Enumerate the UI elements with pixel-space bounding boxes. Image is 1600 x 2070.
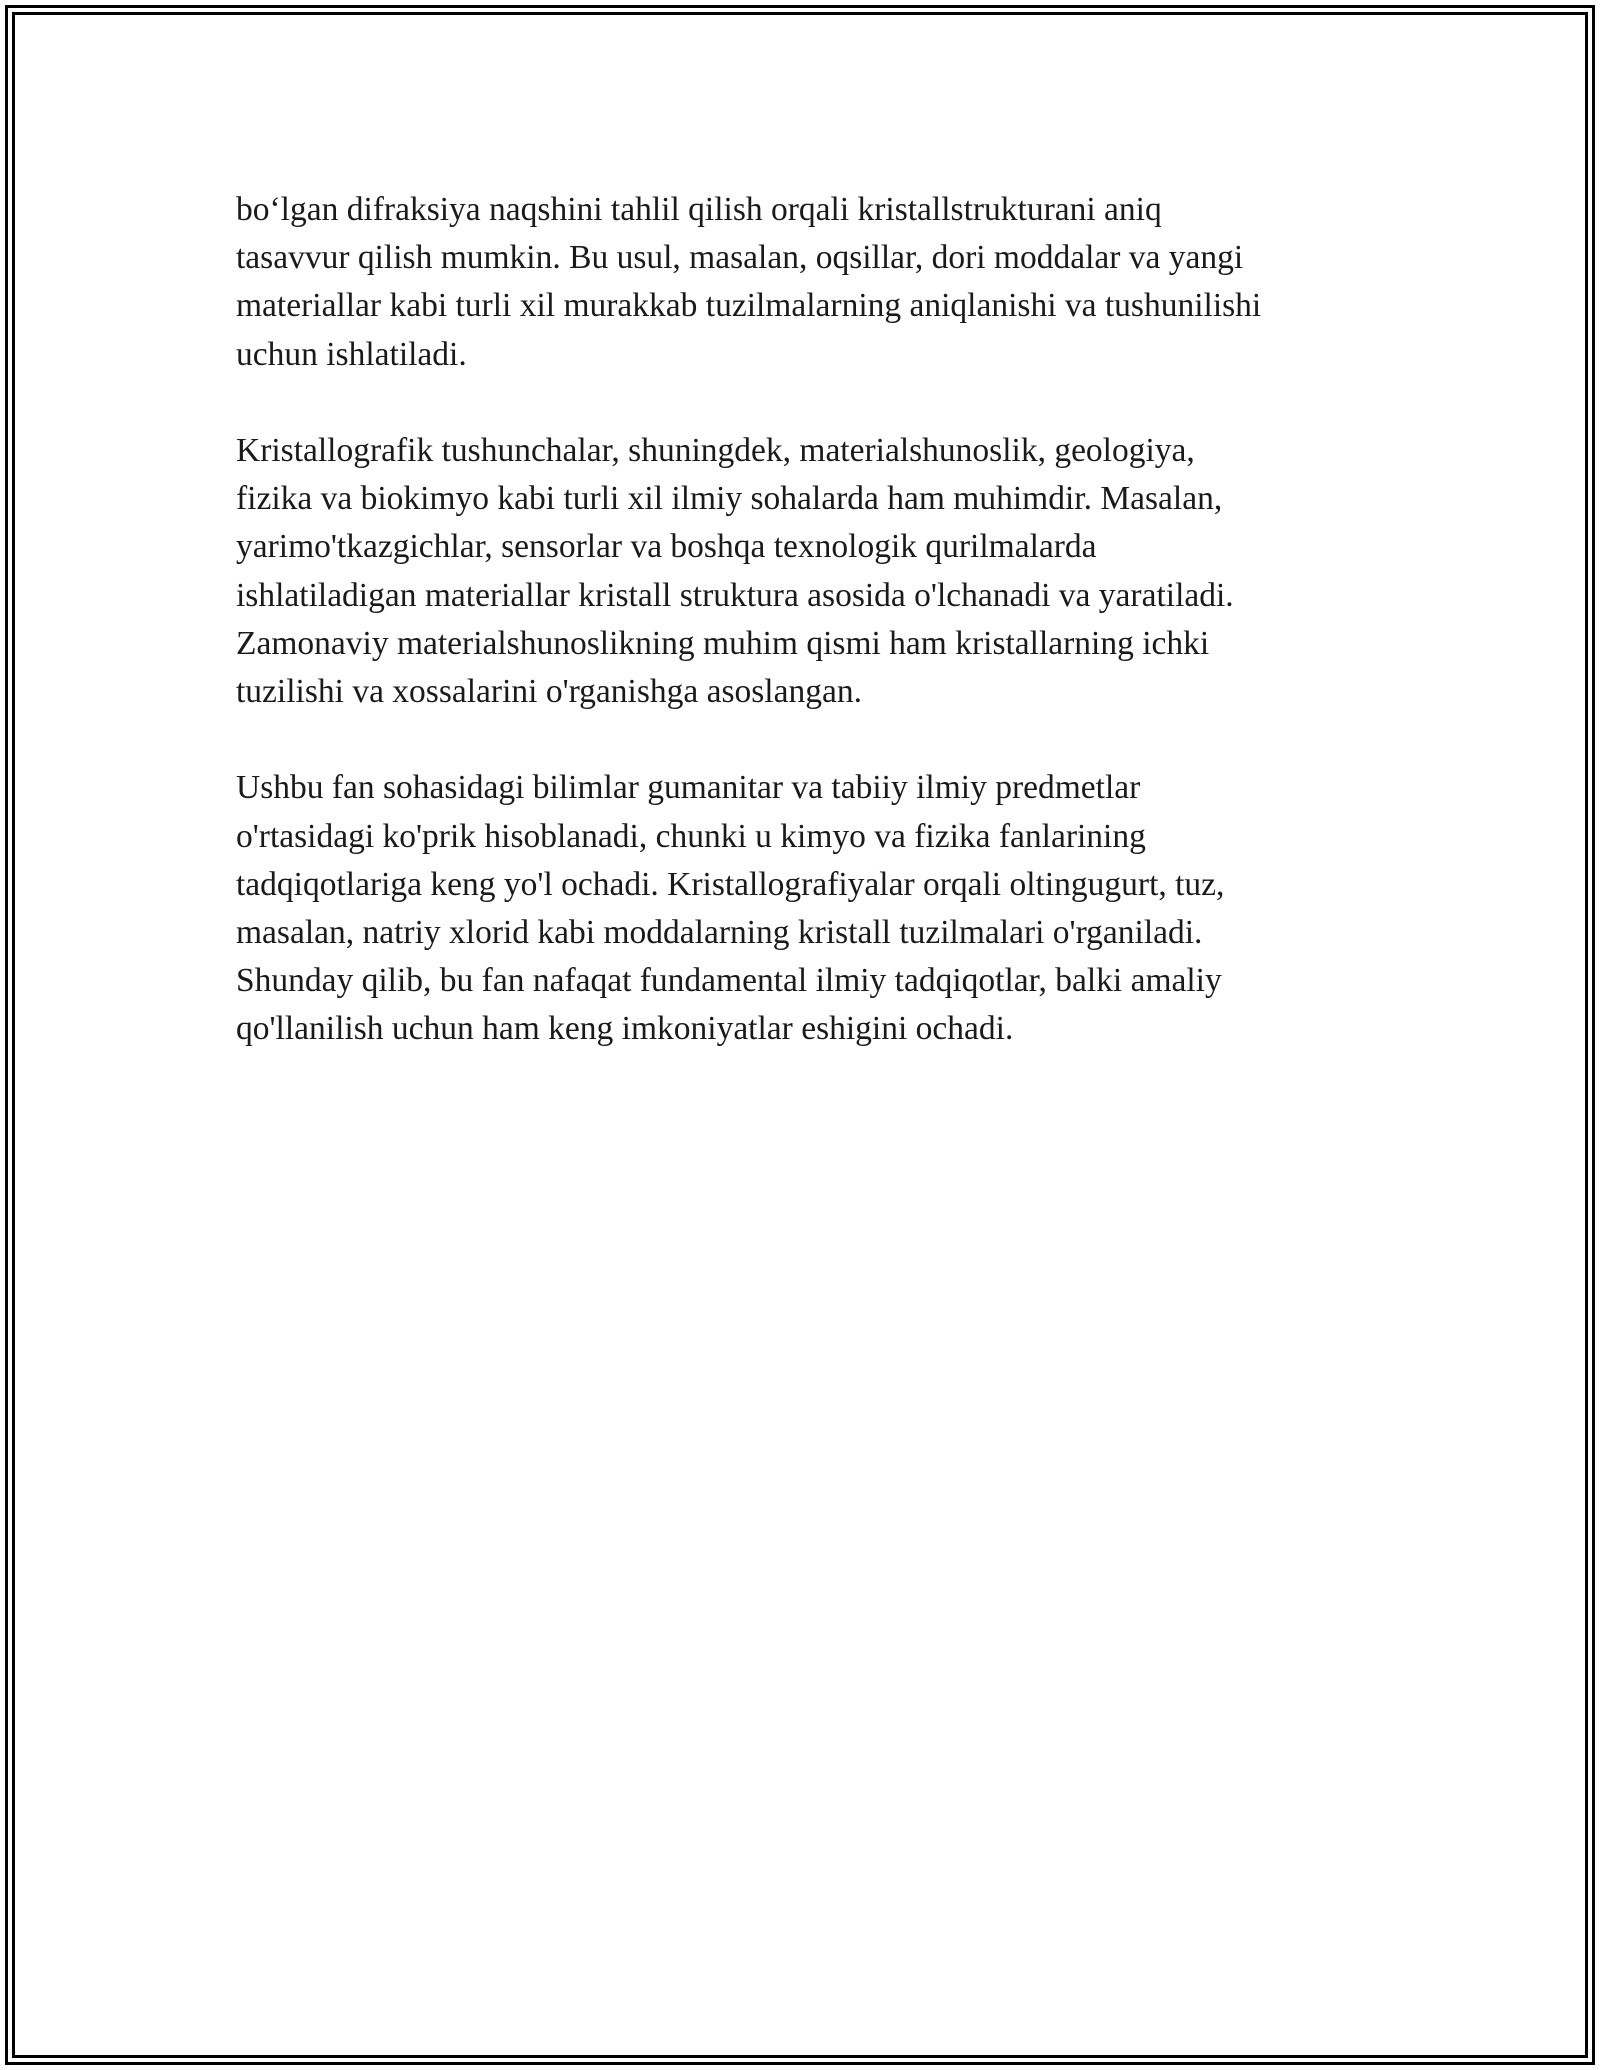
paragraph-line: yarimo'tkazgichlar, sensorlar va boshqa texnologik qurilmalarda (236, 528, 1097, 566)
paragraph-line: uchun ishlatiladi. (236, 335, 467, 373)
paragraph-line: Kristallografik tushunchalar, shuningdek, materialshunoslik, geologiya, (236, 432, 1195, 469)
paragraph-line: Ushbu fan sohasidagi bilimlar gumanitar va tabiiy ilmiy predmetlar (236, 769, 1141, 807)
paragraph-line: qo'llanilish uchun ham keng imkoniyatlar eshigini ochadi. (236, 1010, 1014, 1048)
paragraph-line: tuzilishi va xossalarini o'rganishga asoslangan. (236, 673, 862, 711)
paragraph-line: materiallar kabi turli xil murakkab tuzilmalarning aniqlanishi va tushunilishi (236, 287, 1262, 325)
paragraph-line: tasavvur qilish mumkin. Bu usul, masalan, oqsillar, dori moddalar va yangi (236, 239, 1244, 277)
paragraph-1 (236, 186, 1396, 379)
paragraph-line: fizika va biokimyo kabi turli xil ilmiy sohalarda ham muhimdir. Masalan, (236, 480, 1223, 518)
paragraph-line: o'rtasidagi ko'prik hisoblanadi, chunki u kimyo va fizika fanlarining (236, 817, 1146, 855)
document-body (236, 186, 1396, 1102)
paragraph-line: Shunday qilib, bu fan nafaqat fundamental ilmiy tadqiqotlar, balki amaliy (236, 962, 1222, 1000)
paragraph-2 (236, 427, 1396, 716)
paragraph-line: ishlatiladigan materiallar kristall struktura asosida o'lchanadi va yaratiladi. (236, 576, 1234, 614)
paragraph-line: bo‘lgan difraksiya naqshini tahlil qilish orqali kristallstrukturani aniq (236, 191, 1162, 228)
paragraph-line: Zamonaviy materialshunoslikning muhim qismi ham kristallarning ichki (236, 624, 1210, 662)
paragraph-line: tadqiqotlariga keng yo'l ochadi. Kristallografiyalar orqali oltingugurt, tuz, (236, 865, 1225, 903)
paragraph-line: masalan, natriy xlorid kabi moddalarning kristall tuzilmalari o'rganiladi. (236, 914, 1203, 952)
paragraph-3 (236, 764, 1396, 1053)
